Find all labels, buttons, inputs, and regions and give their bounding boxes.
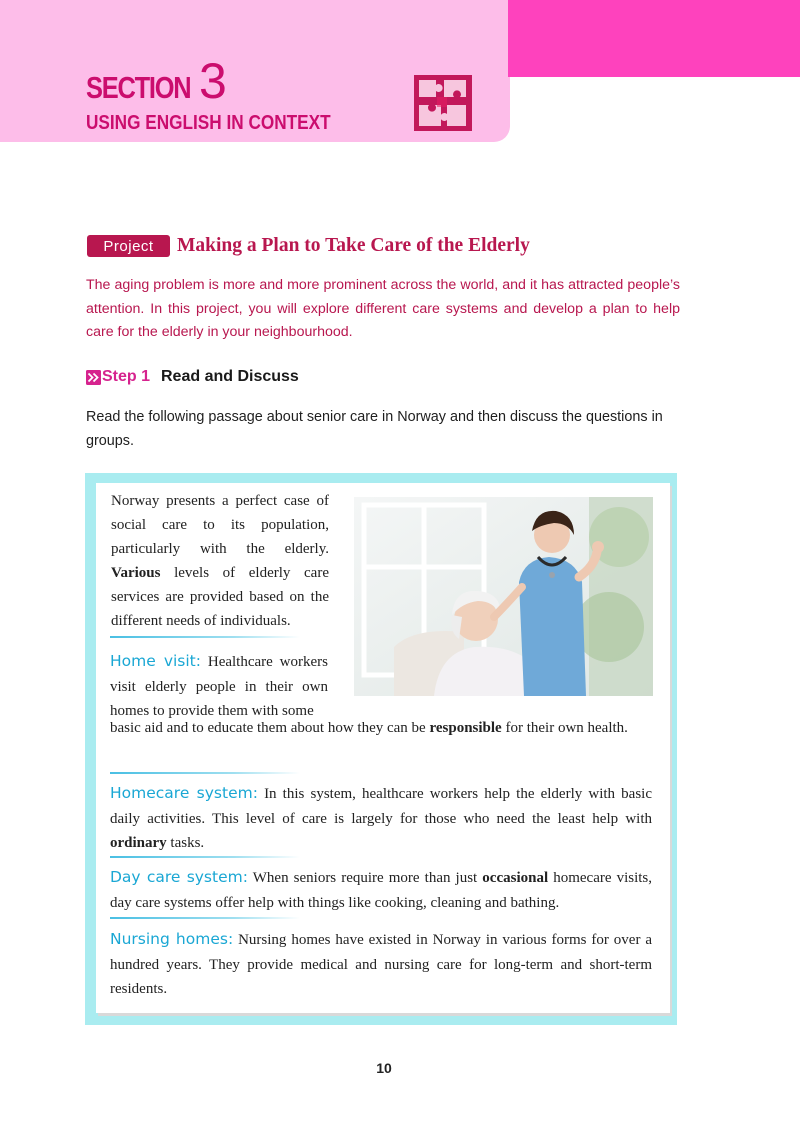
homecare-paragraph: Homecare system: In this system, healthcare workers help the elderly with basic daily activities. This level of care is largely for those who need the least help with ordinary tasks. <box>110 784 652 851</box>
step-label: Step 1 <box>102 368 151 385</box>
section-number: 3 <box>199 53 227 109</box>
passage-intro: Norway presents a perfect case of social care to its population, particularly with the elderly. Various levels of elderly care services are provided based on the different needs of individuals. <box>111 493 329 629</box>
day-care-paragraph: Day care system: When seniors require more than just occasional homecare visits, day care systems offer help with things like cooking, cleaning and bathing. <box>110 868 653 911</box>
double-chevron-icon <box>86 370 101 385</box>
home-visit-paragraph: Home visit: Healthcare workers visit elderly people in their own homes to provide them with some <box>110 652 328 719</box>
puzzle-icon <box>414 75 472 131</box>
header-accent-block <box>508 0 800 77</box>
homecare-heading: Homecare system: <box>110 784 258 802</box>
divider-line <box>110 636 300 638</box>
divider-line <box>110 772 300 774</box>
step-instruction: Read the following passage about senior care in Norway and then discuss the questions in groups. <box>86 409 663 449</box>
section-subtitle: USING ENGLISH IN CONTEXT <box>86 112 331 134</box>
nursing-homes-heading: Nursing homes: <box>110 930 234 948</box>
day-care-heading: Day care system: <box>110 868 248 886</box>
nurse-with-elderly-woman-photo <box>354 497 653 696</box>
section-word: SECTION <box>86 70 191 105</box>
home-visit-continued: basic aid and to educate them about how they can be responsible for their own health. <box>110 720 628 736</box>
step-title: Read and Discuss <box>161 368 299 385</box>
project-intro: The aging problem is more and more prominent across the world, and it has attracted people’s attention. In this project, you will explore different care systems and develop a plan to help care for the elderly in your neighbourhood. <box>86 277 680 340</box>
project-title: Making a Plan to Take Care of the Elderly <box>177 235 530 256</box>
nursing-homes-paragraph: Nursing homes: Nursing homes have existed in Norway in various forms for over a hundred years. They provide medical and nursing care for long-term and short-term residents. <box>110 930 653 997</box>
page-number: 10 <box>376 1060 392 1076</box>
home-visit-heading: Home visit: <box>110 652 201 670</box>
divider-line <box>110 856 300 858</box>
project-tag: Project <box>87 235 170 257</box>
divider-line <box>110 917 300 919</box>
